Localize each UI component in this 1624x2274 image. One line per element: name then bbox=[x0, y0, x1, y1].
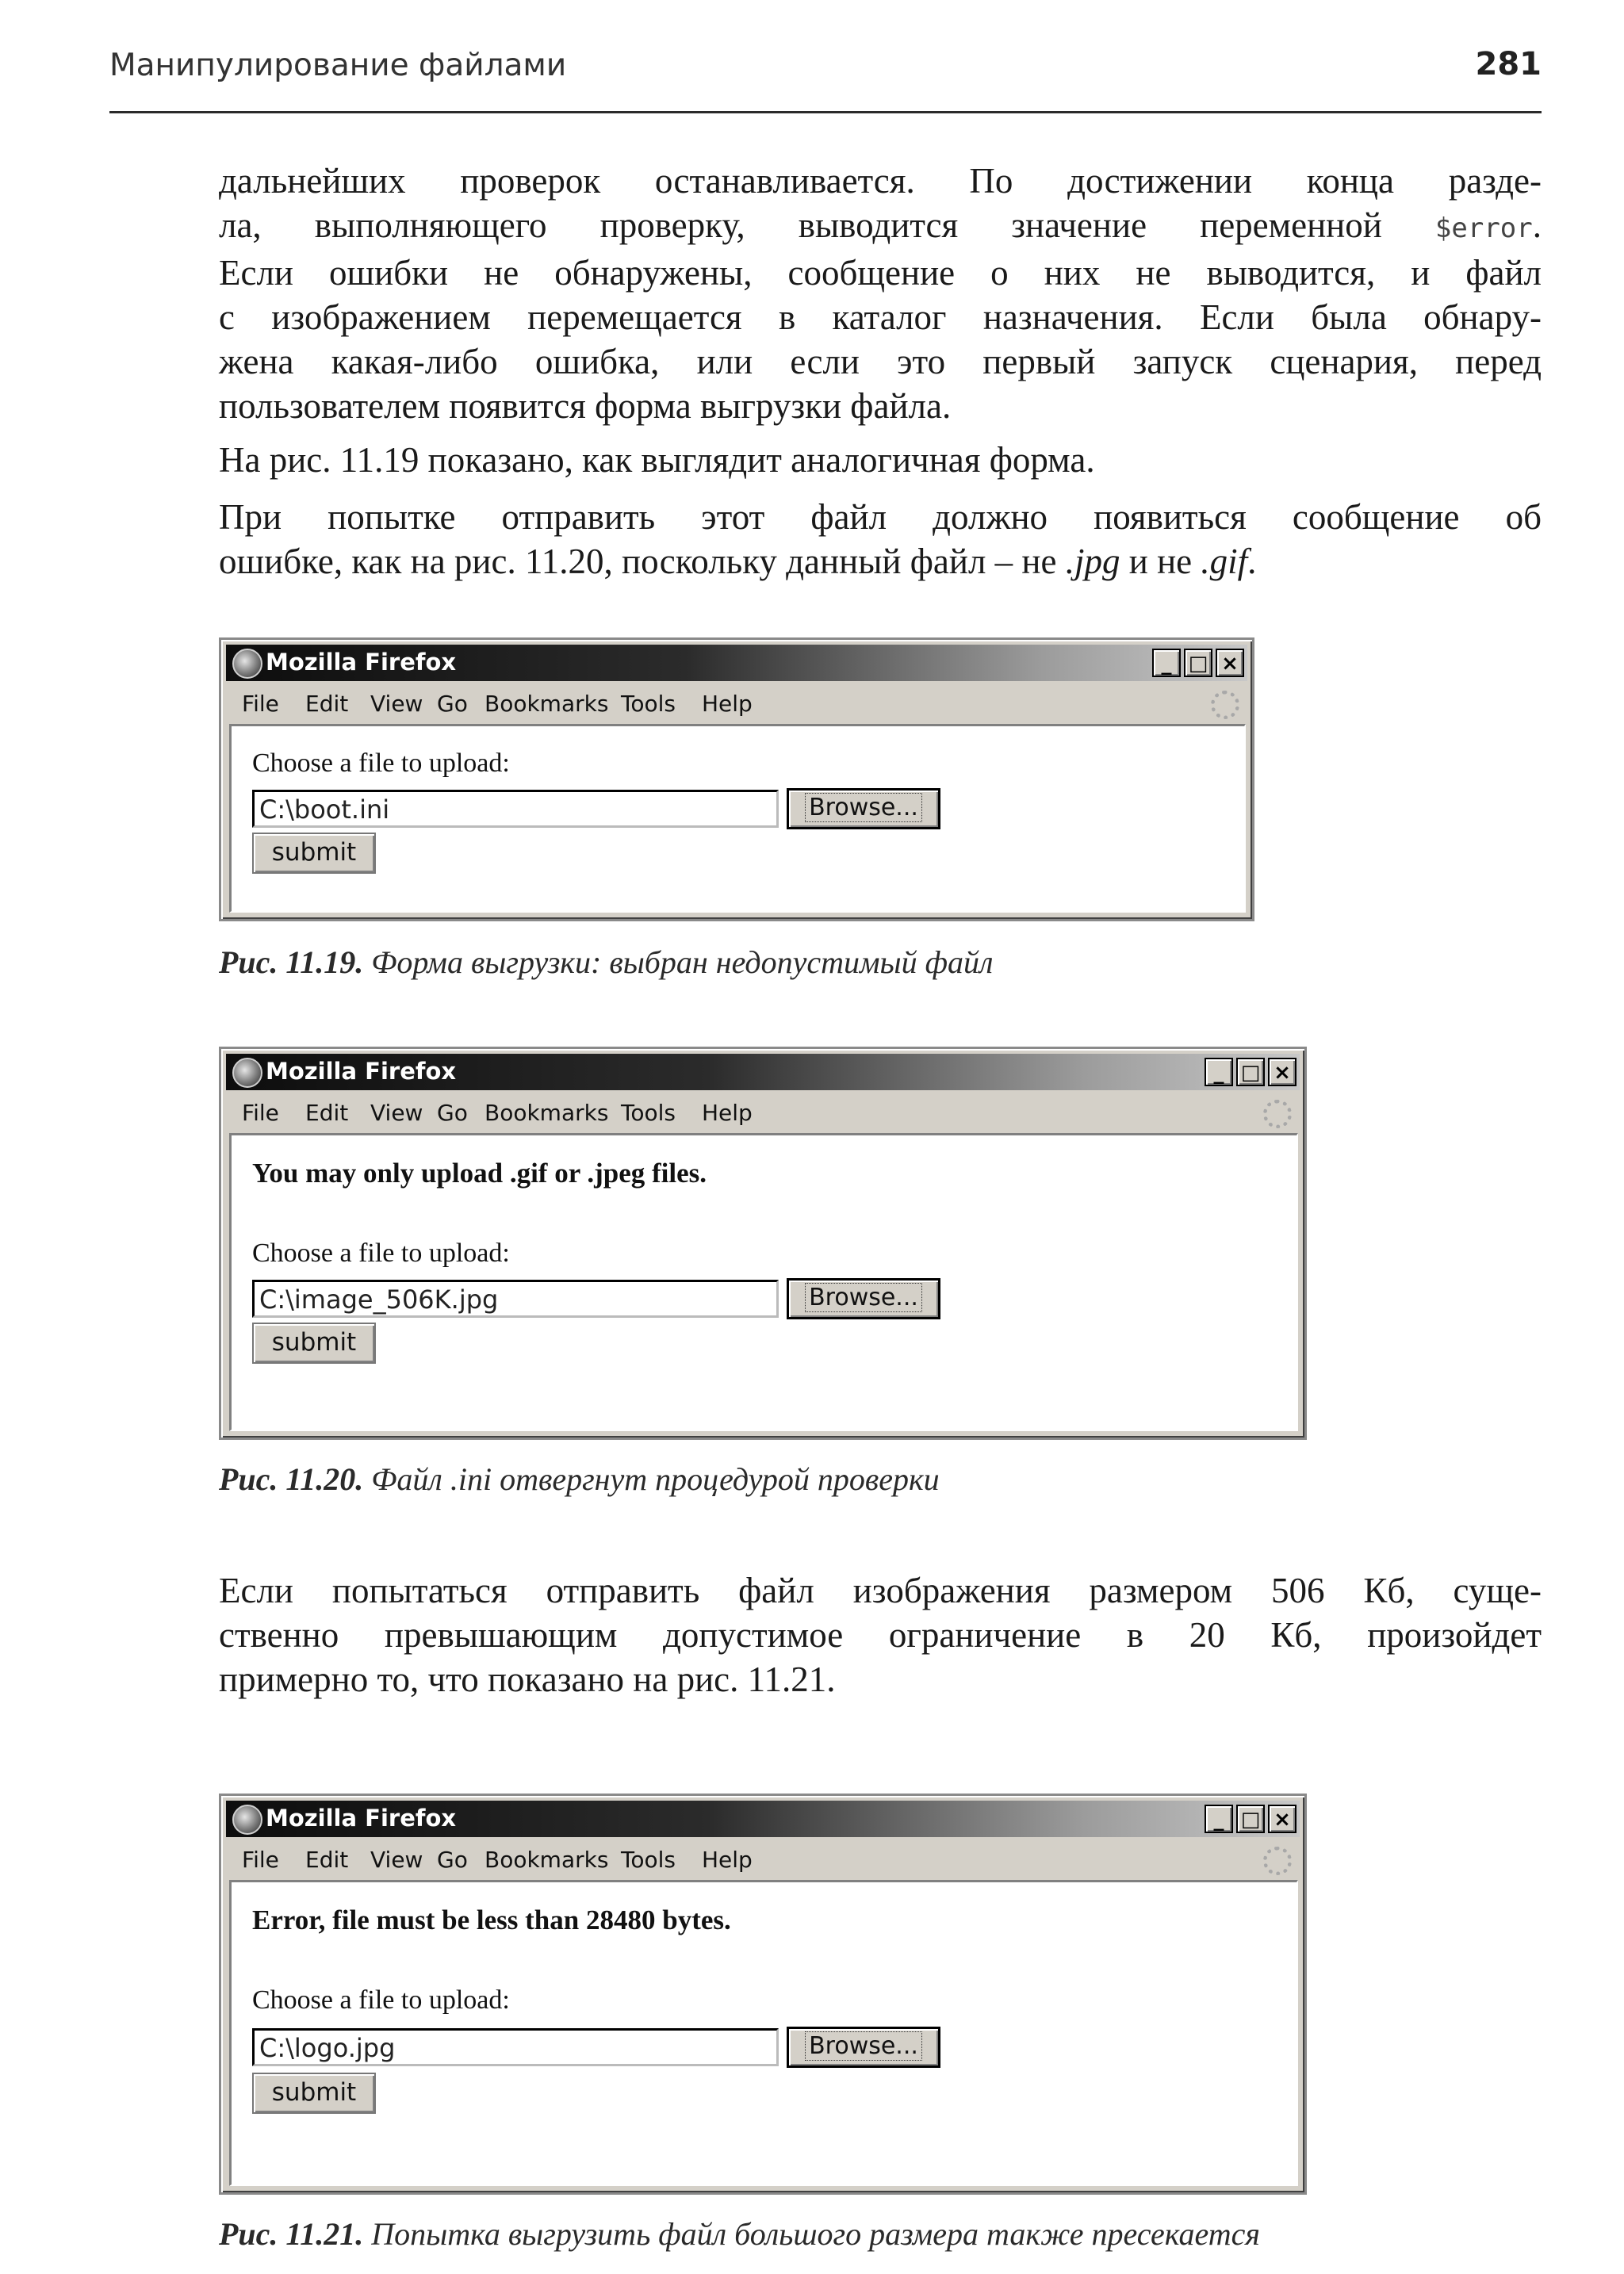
text-line bbox=[219, 203, 1542, 251]
window-title: Mozilla Firefox bbox=[266, 1058, 457, 1085]
menu-file[interactable]: File bbox=[242, 1847, 279, 1873]
text-line: Если попытаться отправить файл изображения размером 506 Кб, суще- bbox=[219, 1571, 1542, 1610]
caption-number: Рис. 11.19. bbox=[219, 944, 364, 980]
menu-go[interactable]: Go bbox=[437, 691, 468, 717]
firefox-window-fig-11-20 bbox=[219, 1047, 1307, 1440]
error-message: Error, file must be less than 28480 bytes. bbox=[252, 1905, 731, 1935]
window-title: Mozilla Firefox bbox=[266, 1805, 457, 1832]
text-run: ла, выполняющего проверку, выводится значение переменной bbox=[219, 205, 1435, 245]
minimize-button[interactable]: _ bbox=[1152, 649, 1181, 677]
menu-help[interactable]: Help bbox=[702, 1847, 753, 1873]
menu-edit[interactable]: Edit bbox=[305, 691, 349, 717]
maximize-button[interactable]: □ bbox=[1236, 1805, 1265, 1833]
menu-bar bbox=[226, 1092, 1300, 1131]
menu-bookmarks[interactable]: Bookmarks bbox=[485, 1100, 609, 1126]
menu-bookmarks[interactable]: Bookmarks bbox=[485, 691, 609, 717]
menu-view[interactable]: View bbox=[370, 1847, 423, 1873]
caption-text: Форма выгрузки: выбран недопустимый файл bbox=[363, 944, 994, 980]
close-button[interactable]: × bbox=[1268, 1805, 1297, 1833]
text-line bbox=[219, 539, 1542, 584]
menu-file[interactable]: File bbox=[242, 691, 279, 717]
maximize-button[interactable]: □ bbox=[1236, 1058, 1265, 1086]
menu-go[interactable]: Go bbox=[437, 1847, 468, 1873]
chapter-title: Манипулирование файлами bbox=[109, 48, 567, 83]
page-number: 281 bbox=[1475, 46, 1542, 82]
menu-bar bbox=[226, 683, 1247, 722]
text-run: и не bbox=[1120, 542, 1201, 581]
file-extension: .jpg bbox=[1065, 542, 1120, 581]
text-line: При попытке отправить этот файл должно появиться сообщение об bbox=[219, 497, 1542, 537]
text-run: ошибке, как на рис. 11.20, поскольку данный файл – не bbox=[219, 542, 1066, 581]
minimize-button[interactable]: _ bbox=[1205, 1058, 1233, 1086]
browse-button[interactable] bbox=[787, 788, 940, 829]
file-path-input[interactable]: C:\logo.jpg bbox=[252, 2028, 779, 2066]
text-line: ственно превышающим допустимое ограничение в 20 Кб, произойдет bbox=[219, 1615, 1542, 1655]
throbber-icon bbox=[1211, 691, 1239, 719]
title-bar bbox=[226, 1054, 1300, 1090]
close-button[interactable]: × bbox=[1216, 649, 1244, 677]
menu-bar bbox=[226, 1839, 1300, 1878]
throbber-icon bbox=[1263, 1100, 1292, 1128]
text-line: жена какая-либо ошибка, или если это первый запуск сценария, перед bbox=[219, 342, 1542, 381]
menu-edit[interactable]: Edit bbox=[305, 1847, 349, 1873]
error-message: You may only upload .gif or .jpeg files. bbox=[252, 1158, 707, 1189]
menu-view[interactable]: View bbox=[370, 1100, 423, 1126]
firefox-icon bbox=[232, 649, 262, 679]
file-path-input[interactable]: C:\image_506K.jpg bbox=[252, 1280, 779, 1318]
page-content bbox=[229, 1133, 1298, 1431]
caption-number: Рис. 11.20. bbox=[219, 1461, 364, 1497]
choose-file-label: Choose a file to upload: bbox=[252, 1985, 510, 2015]
menu-help[interactable]: Help bbox=[702, 691, 753, 717]
browse-label: Browse... bbox=[805, 1283, 922, 1312]
menu-go[interactable]: Go bbox=[437, 1100, 468, 1126]
submit-button[interactable]: submit bbox=[252, 2073, 376, 2114]
title-bar bbox=[226, 1801, 1300, 1837]
browse-label: Browse... bbox=[805, 2031, 922, 2061]
firefox-window-fig-11-21 bbox=[219, 1794, 1307, 2195]
caption-text: Файл .ini отвергнут процедурой проверки bbox=[363, 1461, 940, 1497]
paragraph-4 bbox=[219, 1568, 1542, 1702]
page-content bbox=[229, 1880, 1298, 2186]
file-path-input[interactable]: C:\boot.ini bbox=[252, 790, 779, 828]
submit-button[interactable]: submit bbox=[252, 833, 376, 874]
text-run: . bbox=[1247, 542, 1257, 581]
text-line: с изображением перемещается в каталог назначения. Если была обнару- bbox=[219, 297, 1542, 337]
text-line: На рис. 11.19 показано, как выглядит аналогичная форма. bbox=[219, 440, 1095, 480]
menu-file[interactable]: File bbox=[242, 1100, 279, 1126]
file-extension: .gif bbox=[1201, 542, 1248, 581]
page-header bbox=[109, 44, 1542, 113]
minimize-button[interactable]: _ bbox=[1205, 1805, 1233, 1833]
browse-button[interactable] bbox=[787, 1278, 940, 1319]
text-line: дальнейших проверок останавливается. По достижении конца разде- bbox=[219, 161, 1542, 201]
maximize-button[interactable]: □ bbox=[1184, 649, 1212, 677]
paragraph-1 bbox=[219, 159, 1542, 428]
menu-view[interactable]: View bbox=[370, 691, 423, 717]
firefox-window-fig-11-19 bbox=[219, 637, 1254, 921]
menu-help[interactable]: Help bbox=[702, 1100, 753, 1126]
choose-file-label: Choose a file to upload: bbox=[252, 1238, 510, 1268]
close-button[interactable]: × bbox=[1268, 1058, 1297, 1086]
menu-tools[interactable]: Tools bbox=[621, 1100, 676, 1126]
text-line: примерно то, что показано на рис. 11.21. bbox=[219, 1660, 836, 1699]
choose-file-label: Choose a file to upload: bbox=[252, 748, 510, 778]
figure-caption-11-21 bbox=[219, 2215, 1260, 2253]
text-run: . bbox=[1532, 205, 1542, 245]
menu-tools[interactable]: Tools bbox=[621, 691, 676, 717]
caption-number: Рис. 11.21. bbox=[219, 2216, 364, 2252]
text-line: Если ошибки не обнаружены, сообщение о них не выводится, и файл bbox=[219, 253, 1542, 293]
submit-button[interactable]: submit bbox=[252, 1323, 376, 1364]
code-variable: $error bbox=[1434, 212, 1533, 244]
throbber-icon bbox=[1263, 1847, 1292, 1875]
paragraph-3 bbox=[219, 495, 1542, 584]
menu-bookmarks[interactable]: Bookmarks bbox=[485, 1847, 609, 1873]
window-title: Mozilla Firefox bbox=[266, 649, 457, 676]
firefox-icon bbox=[232, 1058, 262, 1088]
figure-caption-11-20 bbox=[219, 1460, 940, 1498]
page-content bbox=[229, 724, 1246, 913]
title-bar bbox=[226, 645, 1247, 681]
browse-label: Browse... bbox=[805, 793, 922, 822]
paragraph-2 bbox=[219, 438, 1542, 482]
menu-edit[interactable]: Edit bbox=[305, 1100, 349, 1126]
menu-tools[interactable]: Tools bbox=[621, 1847, 676, 1873]
caption-text: Попытка выгрузить файл большого размера также пресекается bbox=[363, 2216, 1260, 2252]
text-line: пользователем появится форма выгрузки файла. bbox=[219, 386, 952, 426]
browse-button[interactable] bbox=[787, 2027, 940, 2068]
firefox-icon bbox=[232, 1805, 262, 1835]
figure-caption-11-19 bbox=[219, 944, 993, 981]
